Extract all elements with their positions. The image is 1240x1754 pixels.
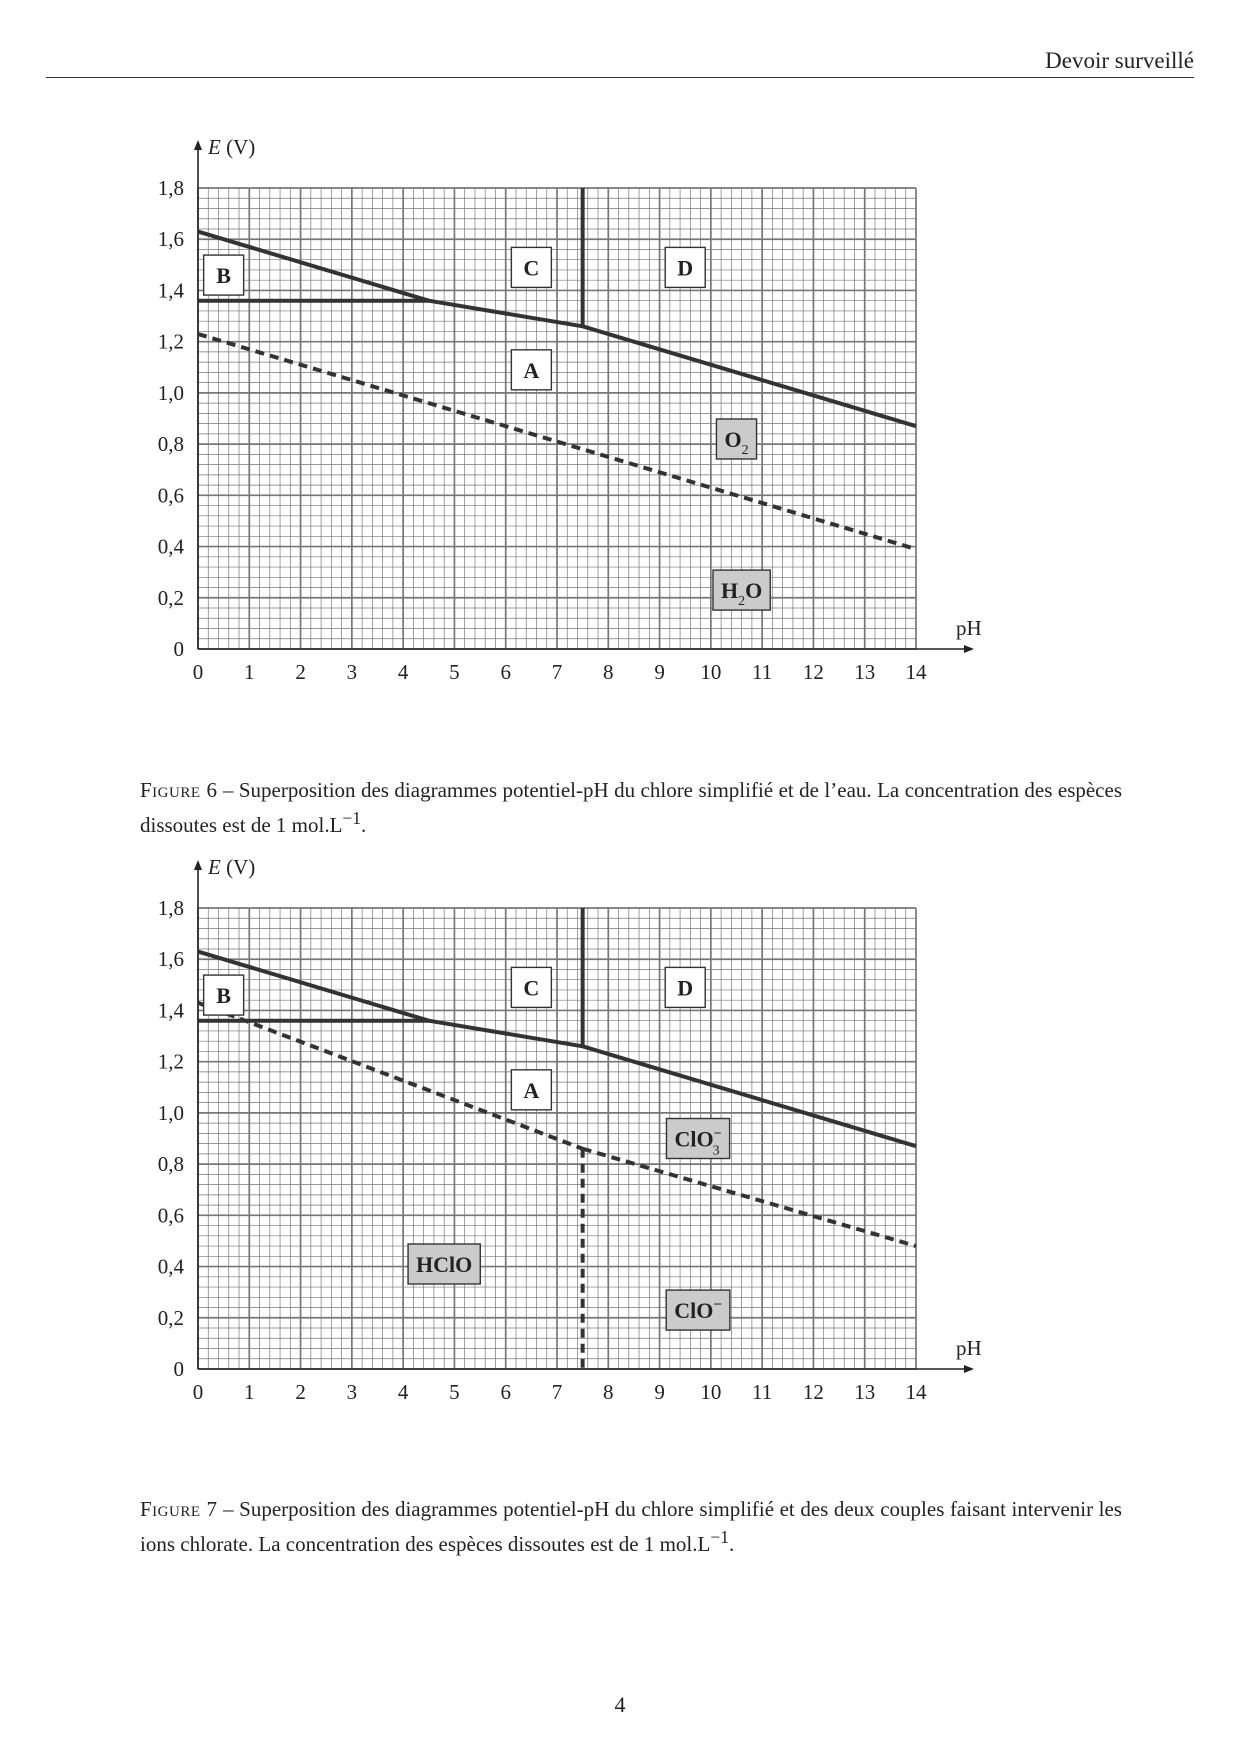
figure-6-chart (130, 135, 1130, 733)
region-label-main: HClO (416, 1251, 473, 1277)
region-label-sub: 3 (712, 1143, 720, 1159)
header-rule (46, 77, 1194, 78)
page-header (46, 44, 1194, 78)
page-number: 4 (614, 1692, 626, 1717)
y-tick-label: 0,8 (157, 1152, 184, 1177)
x-tick-label: 3 (346, 660, 358, 684)
x-tick-label: 2 (295, 1380, 306, 1404)
region-label-text (523, 1078, 539, 1103)
figure-7-caption (140, 1495, 1122, 1558)
x-tick-label: 14 (905, 660, 927, 684)
region-label (666, 1119, 729, 1159)
region-label-main: H (721, 578, 739, 604)
y-axis-arrow (194, 140, 202, 150)
region-label (511, 247, 551, 287)
region-label-main: O (724, 426, 742, 452)
y-tick-label: 1,4 (157, 998, 184, 1023)
region-label-sup: − (713, 1126, 722, 1142)
x-tick-label: 9 (654, 660, 665, 684)
x-axis-label: pH (956, 616, 982, 640)
y-tick-label: 0,6 (157, 1203, 184, 1228)
x-tick-label: 1 (244, 660, 255, 684)
x-tick-label: 11 (752, 1380, 773, 1404)
x-tick-label: 12 (802, 660, 824, 684)
region-label-sup: − (713, 1297, 722, 1314)
x-tick-label: 11 (752, 660, 773, 684)
y-tick-label: 0 (173, 1357, 184, 1381)
region-label-main: A (523, 1077, 540, 1103)
figure-7-caption-text: – Superposition des diagrammes potentiel-pH du chlore simplifié et des deux couples faisant intervenir les ions chlorate. La concentration des espèces dissoutes est de 1 mol.L (140, 1497, 1122, 1556)
x-tick-label: 10 (700, 1380, 722, 1404)
y-tick-label: 0,8 (157, 432, 184, 457)
x-tick-label: 6 (500, 1380, 511, 1404)
region-label-text (677, 975, 693, 1000)
x-tick-label: 7 (551, 660, 563, 684)
x-tick-label: 14 (905, 1380, 927, 1404)
figure-7-caption-label: Figure 7 (140, 1497, 218, 1521)
region-label-sub: 2 (738, 594, 746, 610)
region-label-text (523, 255, 539, 280)
region-label-text (523, 975, 539, 1000)
region-label (713, 570, 770, 610)
y-axis-label-symbol: E (208, 135, 221, 159)
y-axis-label (207, 135, 255, 159)
figure-6-caption-label: Figure 6 (140, 778, 218, 802)
y-tick-label: 1,6 (157, 947, 184, 972)
x-tick-label: 5 (449, 660, 460, 684)
x-tick-label: 3 (346, 1380, 358, 1404)
figure-6-caption-text: – Superposition des diagrammes potentiel-pH du chlore simplifié et de l’eau. La concentration des espèces dissoutes est de 1 mol.L (140, 778, 1122, 837)
region-label-main: C (523, 255, 540, 281)
region-label-main: D (677, 975, 694, 1001)
region-label-text (523, 358, 539, 383)
region-label (716, 419, 756, 459)
x-tick-label: 7 (551, 1380, 563, 1404)
region-label-text (416, 1252, 472, 1277)
y-tick-label: 1,2 (157, 1049, 184, 1074)
x-tick-label: 2 (295, 660, 306, 684)
y-axis-arrow (194, 860, 202, 870)
x-tick-label: 10 (700, 660, 722, 684)
y-tick-label: 1,0 (157, 380, 184, 405)
y-axis-label (207, 855, 255, 879)
x-axis-arrow (964, 645, 974, 653)
y-tick-label: 1,0 (157, 1100, 184, 1125)
y-tick-label: 1,4 (157, 278, 184, 303)
x-tick-label: 6 (500, 660, 511, 684)
figure-7-chart (130, 855, 1130, 1453)
region-label-text (216, 263, 231, 288)
y-tick-label: 1,8 (157, 176, 184, 200)
region-label-text (677, 255, 693, 280)
region-label (511, 1070, 551, 1110)
y-tick-label: 0,4 (157, 534, 184, 559)
grid (198, 188, 916, 649)
x-tick-label: 12 (802, 1380, 824, 1404)
y-axis-label-symbol: E (208, 855, 221, 879)
figure-7-caption-end: . (728, 1532, 735, 1556)
header-title: Devoir surveillé (1045, 48, 1194, 73)
y-tick-label: 1,2 (157, 329, 184, 354)
figure-6-caption-end: . (361, 813, 367, 837)
figure-6-caption-exponent: −1 (342, 808, 362, 828)
region-label (665, 247, 705, 287)
x-tick-label: 1 (244, 1380, 255, 1404)
region-label-main: B (216, 983, 231, 1009)
region-label (204, 975, 244, 1015)
region-label-main: B (216, 263, 231, 289)
region-label (666, 1290, 730, 1330)
x-tick-label: 4 (397, 660, 409, 684)
region-label-text (216, 983, 231, 1008)
region-label-main: C (523, 975, 540, 1001)
region-label (511, 967, 551, 1007)
x-tick-label: 4 (397, 1380, 409, 1404)
x-tick-label: 0 (192, 1380, 204, 1404)
y-axis-label-unit: (V) (220, 855, 256, 879)
y-tick-label: 0,2 (157, 1305, 184, 1330)
x-axis-label: pH (956, 1336, 982, 1360)
y-axis-label-unit: (V) (220, 135, 256, 159)
region-label (408, 1244, 480, 1284)
y-tick-label: 0,4 (157, 1254, 184, 1279)
x-tick-label: 13 (854, 1380, 876, 1404)
x-axis-arrow (964, 1365, 974, 1373)
figure-7-caption-exponent: −1 (710, 1527, 729, 1547)
y-tick-label: 0 (173, 637, 184, 661)
region-label (204, 255, 244, 295)
region-label-main: A (523, 357, 540, 383)
x-tick-label: 8 (603, 1380, 614, 1404)
region-label-main: D (677, 255, 694, 281)
region-label-sub: 2 (741, 442, 749, 458)
region-label (511, 350, 551, 390)
x-tick-label: 8 (603, 660, 614, 684)
region-label-main: ClO (674, 1298, 714, 1324)
x-tick-label: 9 (654, 1380, 665, 1404)
region-label-after: O (745, 578, 763, 604)
x-tick-label: 13 (854, 660, 876, 684)
y-tick-label: 0,2 (157, 585, 184, 610)
region-label-main: ClO (674, 1126, 714, 1152)
y-tick-label: 0,6 (157, 483, 184, 508)
x-tick-label: 0 (192, 660, 204, 684)
figure-6-caption (140, 776, 1122, 839)
region-label (665, 967, 705, 1007)
y-tick-label: 1,8 (157, 896, 184, 920)
y-tick-label: 1,6 (157, 227, 184, 252)
x-tick-label: 5 (449, 1380, 460, 1404)
